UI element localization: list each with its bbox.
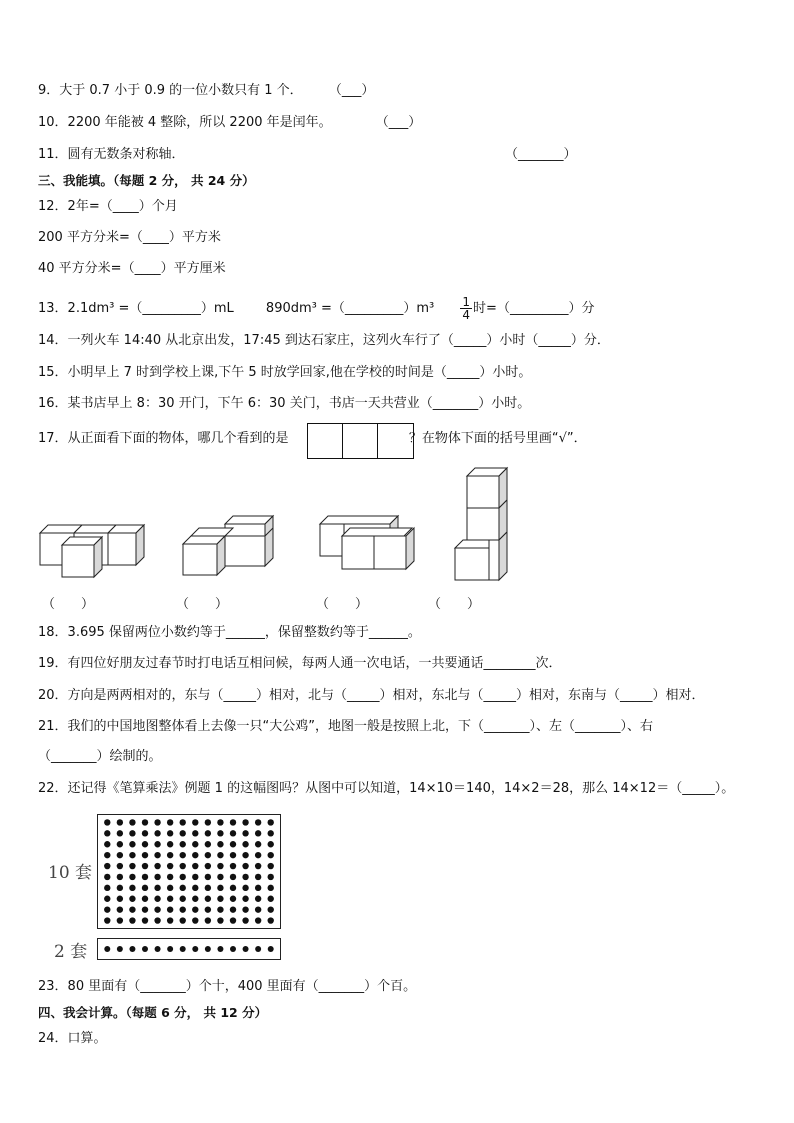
question-12b: 200 平方分米=（____）平方米 <box>38 230 221 245</box>
dot <box>192 906 198 912</box>
dot <box>180 946 186 952</box>
dot <box>268 852 274 858</box>
dot <box>268 874 274 880</box>
dot <box>167 896 173 902</box>
question-17-text-a: 17．从正面看下面的物体，哪几个看到的是 <box>38 431 289 446</box>
dot <box>205 906 211 912</box>
dot <box>255 830 261 836</box>
dot <box>117 841 123 847</box>
dot <box>242 906 248 912</box>
dot <box>167 841 173 847</box>
cube-figure-2 <box>183 514 283 579</box>
dot <box>217 906 223 912</box>
question-21b: （_______）绘制的。 <box>38 749 162 764</box>
dot <box>217 841 223 847</box>
dot <box>255 863 261 869</box>
dot <box>180 874 186 880</box>
cube-4-answer: （ ） <box>428 597 481 612</box>
dot <box>129 874 135 880</box>
dot <box>167 917 173 923</box>
question-13a: 13．2.1dm³ =（_________）mL <box>38 301 234 316</box>
dot <box>117 896 123 902</box>
dot <box>205 946 211 952</box>
dot <box>255 841 261 847</box>
dot <box>205 841 211 847</box>
dot <box>242 896 248 902</box>
dot <box>154 906 160 912</box>
dot <box>104 946 110 952</box>
dot <box>129 852 135 858</box>
dot <box>180 917 186 923</box>
dot <box>154 863 160 869</box>
dot <box>142 917 148 923</box>
dot <box>180 841 186 847</box>
dot <box>255 852 261 858</box>
dot <box>242 885 248 891</box>
dot <box>142 819 148 825</box>
dot <box>180 863 186 869</box>
dot <box>242 841 248 847</box>
dot <box>142 830 148 836</box>
dot <box>268 917 274 923</box>
dot-grid-border <box>98 815 281 929</box>
cube-figure-3 <box>320 514 420 574</box>
dot <box>192 852 198 858</box>
dot <box>104 819 110 825</box>
question-9-answer: （___） <box>328 83 375 98</box>
dot <box>104 830 110 836</box>
fraction-one-quarter <box>460 296 472 321</box>
dot <box>230 946 236 952</box>
question-13 <box>38 296 594 321</box>
cube-3-answer: （ ） <box>316 597 369 612</box>
dot <box>129 917 135 923</box>
dot <box>242 917 248 923</box>
dot <box>129 830 135 836</box>
question-16: 16．某书店早上 8：30 开门，下午 6：30 关门，书店一天共营业（_______）小时。 <box>38 396 531 411</box>
dot <box>230 906 236 912</box>
section-3-heading: 三、我能填。（每题 2 分， 共 24 分） <box>38 173 255 188</box>
dot <box>217 863 223 869</box>
dot <box>255 819 261 825</box>
dot <box>142 852 148 858</box>
dot <box>142 906 148 912</box>
dot <box>242 874 248 880</box>
question-22: 22．还记得《笔算乘法》例题 1 的这幅图吗？从图中可以知道，14×10＝140，14×2＝28，那么 14×12＝（_____）。 <box>38 781 735 796</box>
dot <box>192 896 198 902</box>
question-14: 14．一列火车 14:40 从北京出发，17:45 到达石家庄，这列火车行了（_____）小时（_____）分． <box>38 333 610 348</box>
dot <box>230 917 236 923</box>
dot <box>230 852 236 858</box>
dot <box>217 819 223 825</box>
question-13c: 时=（_________）分 <box>473 301 595 316</box>
question-12c: 40 平方分米=（____）平方厘米 <box>38 261 226 276</box>
dot <box>217 885 223 891</box>
dot <box>104 917 110 923</box>
question-15: 15．小明早上 7 时到学校上课,下午 5 时放学回家,他在学校的时间是（_____）小时。 <box>38 365 532 380</box>
dot <box>104 896 110 902</box>
dot <box>167 946 173 952</box>
dot <box>129 819 135 825</box>
dot <box>268 896 274 902</box>
dot <box>205 852 211 858</box>
dot <box>230 885 236 891</box>
dot <box>154 885 160 891</box>
question-13b: 890dm³ =（_________）m³ <box>265 301 435 316</box>
dot <box>242 830 248 836</box>
dot <box>242 863 248 869</box>
dot <box>217 852 223 858</box>
section-4-heading: 四、我会计算。（每题 6 分， 共 12 分） <box>38 1005 268 1020</box>
dot-grid-border <box>98 939 281 960</box>
question-21a: 21．我们的中国地图整体看上去像一只“大公鸡”，地图一般是按照上北，下（_______）、左（_______）、右 <box>38 719 654 734</box>
dot <box>205 896 211 902</box>
dot <box>217 874 223 880</box>
question-24: 24．口算。 <box>38 1031 107 1046</box>
label-2-sets: 2 套 <box>54 942 88 962</box>
dot <box>129 885 135 891</box>
question-19: 19．有四位好朋友过春节时打电话互相问候，每两人通一次电话，一共要通话________次． <box>38 656 562 671</box>
dot <box>205 830 211 836</box>
question-12: 12．2年=（____）个月 <box>38 199 178 214</box>
dot <box>230 819 236 825</box>
dot-grid-10-sets <box>97 814 281 929</box>
dot <box>268 946 274 952</box>
dot <box>142 946 148 952</box>
question-10-text: 10．2200 年能被 4 整除，所以 2200 年是闰年。 <box>38 115 332 130</box>
dot <box>117 917 123 923</box>
dot <box>192 841 198 847</box>
dot <box>217 917 223 923</box>
dot <box>180 885 186 891</box>
dot <box>142 874 148 880</box>
dot <box>268 906 274 912</box>
question-9 <box>38 82 374 100</box>
dot <box>167 874 173 880</box>
dot <box>192 874 198 880</box>
dot <box>167 885 173 891</box>
dot <box>129 896 135 902</box>
dot <box>104 906 110 912</box>
cube-1-answer: （ ） <box>42 597 95 612</box>
dot <box>129 841 135 847</box>
dot <box>142 896 148 902</box>
dot <box>268 885 274 891</box>
dot <box>255 906 261 912</box>
dot <box>255 917 261 923</box>
fraction-numerator: 1 <box>462 295 471 309</box>
dot <box>167 852 173 858</box>
dot-grid-2-sets <box>97 938 281 960</box>
dot <box>255 896 261 902</box>
dot <box>205 874 211 880</box>
dot <box>167 863 173 869</box>
dot <box>255 874 261 880</box>
dot <box>154 830 160 836</box>
dot <box>104 885 110 891</box>
dot <box>180 819 186 825</box>
dot <box>242 852 248 858</box>
dot <box>268 819 274 825</box>
question-9-text: 9．大于 0.7 小于 0.9 的一位小数只有 1 个． <box>38 83 303 98</box>
dot <box>180 852 186 858</box>
question-10 <box>38 114 421 132</box>
dot <box>167 819 173 825</box>
dot <box>192 917 198 923</box>
dot <box>142 863 148 869</box>
dot <box>117 885 123 891</box>
dot <box>129 946 135 952</box>
dot <box>205 917 211 923</box>
dot <box>117 874 123 880</box>
dot <box>155 946 161 952</box>
cube-figure-1 <box>40 520 150 580</box>
dot <box>205 819 211 825</box>
dot <box>117 830 123 836</box>
dot <box>167 906 173 912</box>
question-11-text: 11．圆有无数条对称轴． <box>38 147 185 162</box>
label-10-sets: 10 套 <box>48 863 93 883</box>
question-17-text-b: ？在物体下面的括号里画“√”． <box>408 431 587 446</box>
dot <box>104 841 110 847</box>
dot <box>230 863 236 869</box>
dot <box>117 863 123 869</box>
cube-figure-4 <box>455 466 515 581</box>
dot <box>104 852 110 858</box>
dot <box>230 830 236 836</box>
dot <box>255 885 261 891</box>
dot <box>192 819 198 825</box>
dot <box>154 852 160 858</box>
dot <box>117 906 123 912</box>
dot <box>217 946 223 952</box>
dot <box>217 830 223 836</box>
dot <box>192 863 198 869</box>
dot <box>142 841 148 847</box>
dot <box>129 906 135 912</box>
question-11 <box>38 146 185 164</box>
dot <box>104 874 110 880</box>
dot <box>192 885 198 891</box>
dot <box>154 874 160 880</box>
dot <box>167 830 173 836</box>
dot <box>192 830 198 836</box>
question-23: 23．80 里面有（_______）个十，400 里面有（_______）个百。 <box>38 979 417 994</box>
dot <box>268 841 274 847</box>
dot <box>104 863 110 869</box>
dot <box>117 819 123 825</box>
dot <box>154 819 160 825</box>
dot <box>154 841 160 847</box>
question-10-answer: （___） <box>375 115 422 130</box>
dot <box>217 896 223 902</box>
fraction-denominator: 4 <box>462 308 471 322</box>
dot <box>268 863 274 869</box>
dot <box>180 896 186 902</box>
dot <box>205 885 211 891</box>
dot <box>129 863 135 869</box>
dot <box>242 819 248 825</box>
cube-2-answer: （ ） <box>176 597 229 612</box>
dot <box>205 863 211 869</box>
dot <box>255 946 261 952</box>
dot <box>142 885 148 891</box>
dot <box>268 830 274 836</box>
dot <box>230 874 236 880</box>
dot <box>117 852 123 858</box>
dot <box>243 946 249 952</box>
dot <box>192 946 198 952</box>
question-11-answer: （_______） <box>505 147 577 162</box>
dot <box>117 946 123 952</box>
dot <box>180 830 186 836</box>
dot <box>154 917 160 923</box>
three-squares-figure <box>307 423 415 460</box>
dot <box>230 841 236 847</box>
dot <box>154 896 160 902</box>
dot <box>180 906 186 912</box>
dot <box>230 896 236 902</box>
question-20: 20．方向是两两相对的，东与（_____）相对，北与（_____）相对，东北与（_____）相对，东南与（_____）相对． <box>38 688 705 703</box>
question-18: 18．3.695 保留两位小数约等于______，保留整数约等于______。 <box>38 625 421 640</box>
